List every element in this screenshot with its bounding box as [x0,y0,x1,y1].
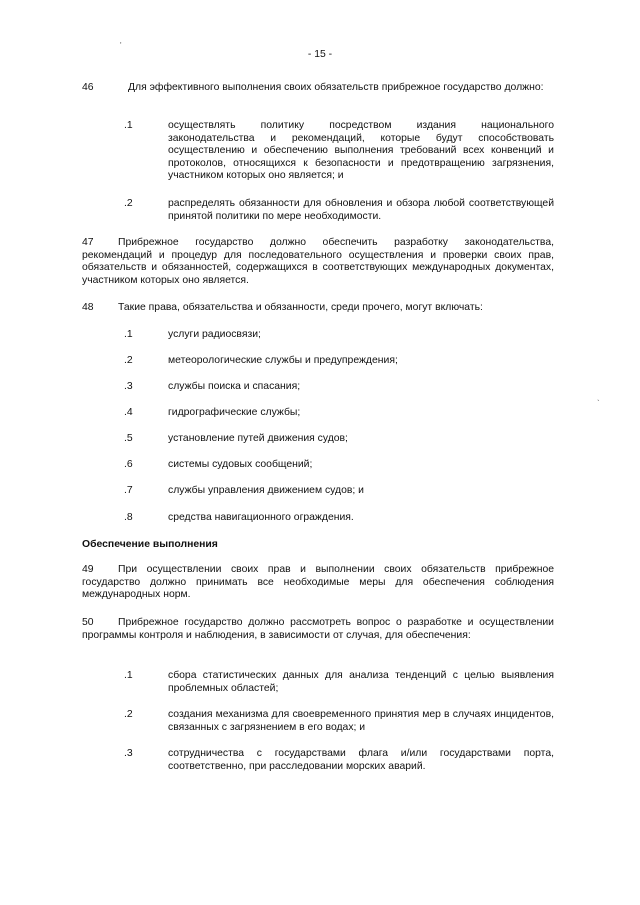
item-text: метеорологические службы и предупреждения; [168,355,398,366]
item-text: услуги радиосвязи; [168,329,261,340]
item-text: службы управления движением судов; и [168,485,364,496]
paragraph-number: 49 [82,564,94,575]
paragraph-text: Для эффективного выполнения своих обязательств прибрежное государство должно: [128,82,544,93]
section-heading: Обеспечение выполнения [82,539,218,550]
paragraph-47 [82,237,554,287]
item-number: .6 [124,459,133,470]
paragraph-number: 48 [82,302,94,313]
item-text: распределять обязанности для обновления и обзора любой соответствующей принятой политики по мере необходимости. [168,198,554,222]
item-number: .1 [124,329,133,340]
paragraph-text: При осуществлении своих прав и выполнении своих обязательств прибрежное государство должно принимать все необходимые меры для обеспечения соблюдения международных норм. [82,564,554,601]
paragraph-number: 46 [82,82,94,93]
paragraph-48 [82,302,554,315]
paragraph-text: Такие права, обязательства и обязанности, среди прочего, могут включать: [118,302,483,313]
item-number: .7 [124,485,133,496]
item-number: .1 [124,120,133,131]
item-text: установление путей движения судов; [168,433,348,444]
scan-speck: ` [597,399,600,408]
item-number: .1 [124,670,133,681]
paragraph-number: 50 [82,617,94,628]
item-text: сбора статистических данных для анализа тенденций с целью выявления проблемных областей; [168,670,554,694]
paragraph-49 [82,564,554,602]
item-number: .4 [124,407,133,418]
item-number: .2 [124,198,133,209]
item-text: создания механизма для своевременного принятия мер в случаях инцидентов, связанных с загрязнением в его водах; и [168,709,554,733]
page-number: - 15 - [307,49,333,60]
paragraph-text: Прибрежное государство должно рассмотреть вопрос о разработке и осуществлении программы контроля и наблюдения, в зависимости от случая, для обеспечения: [82,617,554,641]
item-number: .2 [124,355,133,366]
item-text: службы поиска и спасания; [168,381,301,392]
paragraph-46 [82,82,554,95]
item-text: системы судовых сообщений; [168,459,313,470]
item-text: средства навигационного ограждения. [168,512,354,523]
item-text: сотрудничества с государствами флага и/или государствами порта, соответственно, при расследовании морских аварий. [168,748,554,772]
item-text: гидрографические службы; [168,407,301,418]
item-number: .5 [124,433,133,444]
item-number: .2 [124,709,133,720]
paragraph-number: 47 [82,237,94,248]
item-number: .3 [124,381,133,392]
paragraph-50 [82,617,554,642]
item-text: осуществлять политику посредством издания национального законодательства и рекомендаций, которые будут способствовать осуществлению и обеспечению выполнения требований всех конвенций и протоколов, относящихся к безопасности и предотвращению загрязнения, участником которых оно является; и [168,120,554,182]
item-number: .3 [124,748,133,759]
paragraph-text: Прибрежное государство должно обеспечить разработку законодательства, рекомендаций и процедур для последовательного осуществления и проверки своих прав, обязательств и обязанностей, содержащихся в соответствующих международных документах, участником которых оно является. [82,237,554,286]
scan-speck: ' [120,41,122,50]
item-number: .8 [124,512,133,523]
